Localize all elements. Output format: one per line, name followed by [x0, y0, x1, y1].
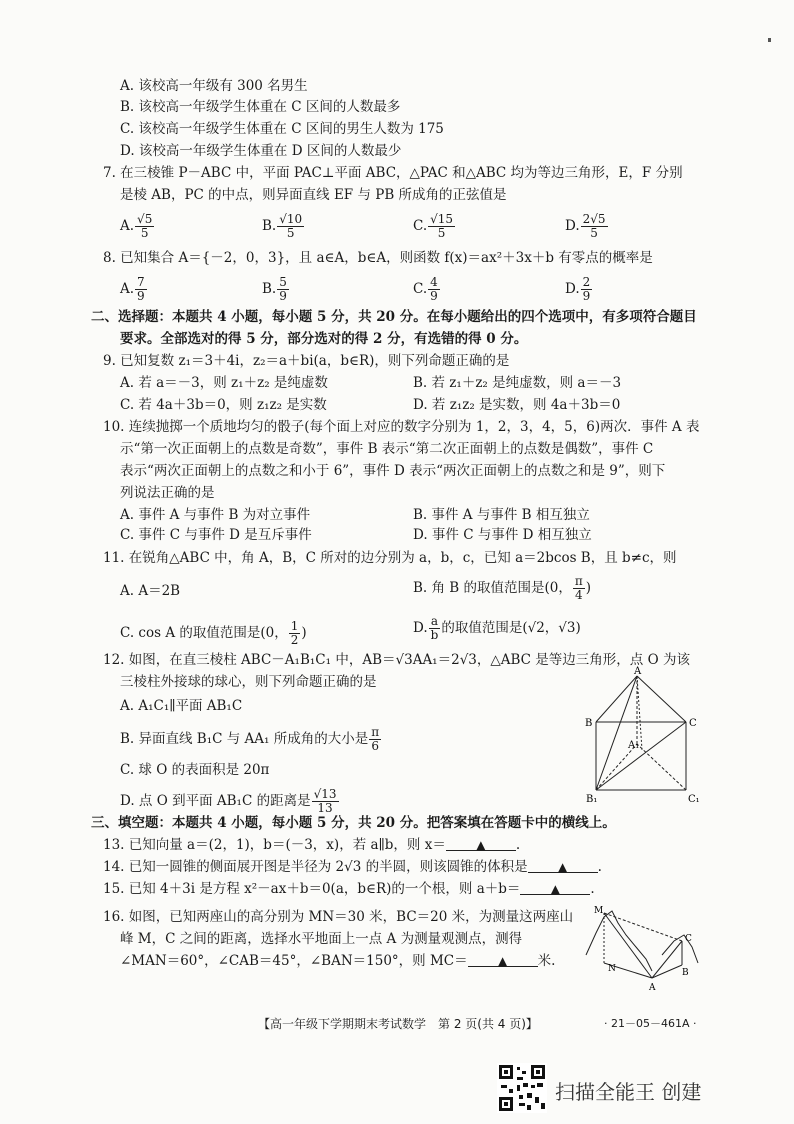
scanner-watermark: 扫描全能王 创建	[555, 1080, 702, 1104]
q10-stem-line3: 表示“两次正面朝上的点数之和小于 6”，事件 D 表示“两次正面朝上的点数之和是 9”，则下	[120, 463, 666, 479]
q6-option-a: A. 该校高一年级有 300 名男生	[120, 78, 308, 94]
prism-label-b1: B₁	[586, 794, 598, 805]
page-footer: 【高一年级下学期期末考试数学 第 2 页(共 4 页)】	[258, 1017, 538, 1031]
q16-stem-line3: ∠MAN＝60°，∠CAB＝45°，∠BAN＝150°，则 MC＝ ▲ 米.	[120, 953, 556, 969]
prism-label-b: B	[585, 718, 593, 729]
prism-label-a: A	[634, 666, 642, 677]
mountain-label-b: B	[682, 968, 689, 978]
q7-option-a: A. $\frac{√5}{5}$	[120, 212, 153, 240]
q9-stem: 9. 已知复数 z₁＝3＋4i，z₂＝a＋bi(a，b∈R)，则下列命题正确的是	[103, 353, 510, 369]
q8-stem: 8. 已知集合 A＝{－2，0，3}，且 a∈A，b∈A，则函数 f(x)＝ax²＋3x＋b 有零点的概率是	[103, 250, 653, 266]
q11-option-a: A. A＝2B	[120, 583, 181, 599]
q6-option-b: B. 该校高一年级学生体重在 C 区间的人数最多	[120, 99, 401, 115]
mountain-label-c: C	[685, 934, 692, 944]
q16-stem-line2: 峰 M，C 之间的距离，选择水平地面上一点 A 为测量观测点，测得	[120, 931, 523, 947]
section3-heading: 三、填空题：本题共 4 小题，每小题 5 分，共 20 分。把答案填在答题卡中的横线上。	[91, 815, 616, 831]
q10-stem-line4: 列说法正确的是	[120, 485, 215, 501]
q10-option-d: D. 事件 C 与事件 D 相互独立	[413, 527, 592, 543]
q9-option-b: B. 若 z₁＋z₂ 是纯虚数，则 a＝－3	[413, 375, 622, 391]
q7-option-b: B. $\frac{√10}{5}$	[262, 212, 303, 240]
q10-stem-line1: 10. 连续抛掷一个质地均匀的骰子(每个面上对应的数字分别为 1，2，3，4，5，6)两次．事件 A 表	[103, 419, 700, 435]
q11-stem: 11. 在锐角△ABC 中，角 A，B，C 所对的边分别为 a，b，c，已知 a＝2bcos B，且 b≠c，则	[103, 550, 677, 566]
mountain-figure	[582, 903, 702, 993]
q6-option-d: D. 该校高一年级学生体重在 D 区间的人数最少	[120, 143, 402, 159]
prism-label-a1: A₁	[628, 740, 640, 751]
q8-option-a: A. $\frac{7}{9}$	[120, 275, 145, 303]
q11-option-c: C. cos A 的取值范围是(0， $\frac{1}{2}$ )	[120, 619, 307, 647]
q16-stem-line1: 16. 如图，已知两座山的高分别为 MN＝30 米，BC＝20 米，为测量这两座山	[103, 909, 574, 925]
qr-code-icon	[497, 1063, 547, 1113]
q10-option-c: C. 事件 C 与事件 D 是互斥事件	[120, 527, 312, 543]
prism-figure	[582, 664, 706, 806]
q15-answer-blank: ▲	[520, 880, 590, 895]
q12-option-c: C. 球 O 的表面积是 20π	[120, 762, 270, 778]
q8-option-d: D. $\frac{2}{9}$	[565, 275, 591, 303]
q16-answer-blank: ▲	[468, 952, 538, 967]
q8-option-b: B. $\frac{5}{9}$	[262, 275, 287, 303]
prism-label-c: C	[689, 718, 697, 729]
q12-option-b: B. 异面直线 B₁C 与 AA₁ 所成角的大小是 $\frac{\pi}{6}$	[120, 725, 380, 753]
q10-option-b: B. 事件 A 与事件 B 相互独立	[413, 507, 590, 523]
mountain-label-m: M	[594, 906, 604, 916]
q13: 13. 已知向量 a＝(2，1)，b＝(－3，x)，若 a∥b，则 x＝ ▲ .	[103, 837, 521, 853]
section2-heading: 二、选择题：本题共 4 小题，每小题 5 分，共 20 分。在每小题给出的四个选项中，有多项符合题目	[91, 309, 697, 325]
scan-speck	[768, 38, 771, 42]
q14-answer-blank: ▲	[528, 858, 598, 873]
q7-stem-line2: 是棱 AB，PC 的中点，则异面直线 EF 与 PB 所成角的正弦值是	[120, 187, 507, 203]
q12-option-d: D. 点 O 到平面 AB₁C 的距离是 $\frac{√13}{13}$	[120, 787, 337, 815]
q11-option-b: B. 角 B 的取值范围是(0， $\frac{\pi}{4}$ )	[413, 574, 592, 602]
mountain-label-n: N	[608, 964, 616, 974]
q8-option-c: C. $\frac{4}{9}$	[413, 275, 438, 303]
q12-stem-line1: 12. 如图，在直三棱柱 ABC－A₁B₁C₁ 中，AB＝√3AA₁＝2√3，△ABC 是等边三角形，点 O 为该	[103, 652, 690, 668]
q7-option-d: D. $\frac{2√5}{5}$	[565, 212, 606, 240]
prism-label-c1: C₁	[688, 794, 700, 805]
q10-option-a: A. 事件 A 与事件 B 为对立事件	[120, 507, 311, 523]
q7-option-c: C. $\frac{√15}{5}$	[413, 212, 454, 240]
q13-answer-blank: ▲	[446, 836, 516, 851]
exam-code: · 21－05－461A ·	[604, 1017, 697, 1030]
q9-option-c: C. 若 4a＋3b＝0，则 z₁z₂ 是实数	[120, 397, 327, 413]
q9-option-d: D. 若 z₁z₂ 是实数，则 4a＋3b＝0	[413, 397, 621, 413]
q11-option-d: D. $\frac{a}{b}$ 的取值范围是(√2，√3)	[413, 614, 581, 642]
q6-option-c: C. 该校高一年级学生体重在 C 区间的男生人数为 175	[120, 121, 444, 137]
q15: 15. 已知 4＋3i 是方程 x²－ax＋b＝0(a，b∈R)的一个根，则 a＋b＝ ▲ .	[103, 881, 595, 897]
q9-option-a: A. 若 a＝－3，则 z₁＋z₂ 是纯虚数	[120, 375, 328, 391]
section2-heading-line2: 要求。全部选对的得 5 分，部分选对的得 2 分，有选错的得 0 分。	[120, 331, 528, 347]
q12-stem-line2: 三棱柱外接球的球心，则下列命题正确的是	[120, 674, 377, 690]
q7-stem-line1: 7. 在三棱锥 P－ABC 中，平面 PAC⊥平面 ABC，△PAC 和△ABC 均为等边三角形，E，F 分别	[103, 165, 683, 181]
q14: 14. 已知一圆锥的侧面展开图是半径为 2√3 的半圆，则该圆锥的体积是 ▲ .	[103, 859, 602, 875]
mountain-label-a: A	[649, 983, 656, 993]
q10-stem-line2: 示“第一次正面朝上的点数是奇数”，事件 B 表示“第二次正面朝上的点数是偶数”，事件 C	[120, 441, 654, 457]
q12-option-a: A. A₁C₁∥平面 AB₁C	[120, 698, 243, 714]
